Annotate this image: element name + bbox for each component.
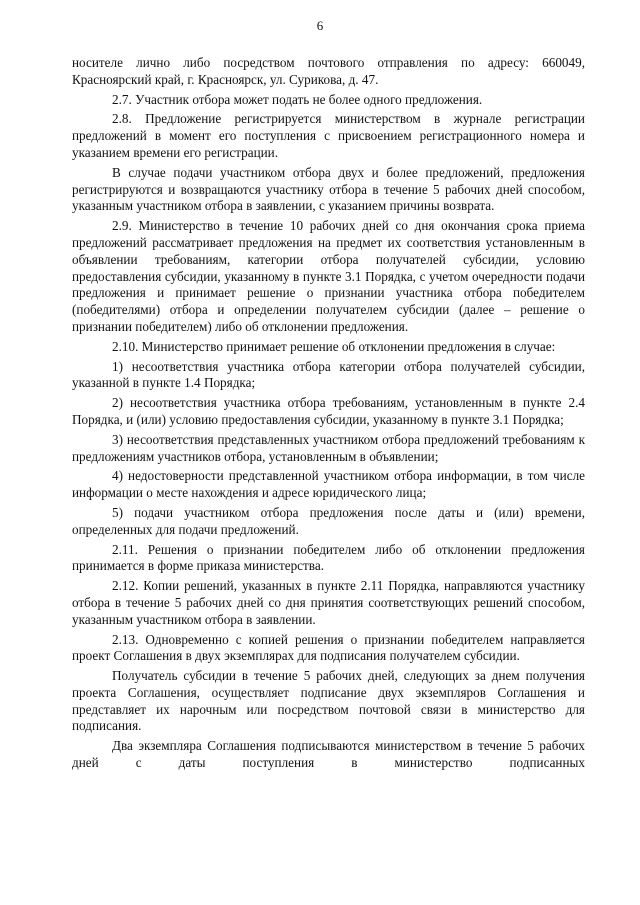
paragraph: 2.8. Предложение регистрируется министерством в журнале регистрации предложений в момент его поступления с присвоением регистрационного номера и указанием времени его регистрации. [72,111,585,160]
list-item: 3) несоответствия представленных участником отбора предложений требованиям к предложениям участников отбора, установленным в объявлении; [72,431,585,464]
list-item: 1) несоответствия участника отбора категории отбора получателей субсидии, указанной в пункте 1.4 Порядка; [72,358,585,391]
list-item: 2) несоответствия участника отбора требованиям, установленным в пункте 2.4 Порядка, и (или) условию предоставления субсидии, указанному в пункте 3.1 Порядка; [72,395,585,427]
paragraph: 2.11. Решения о признании победителем либо об отклонении предложения принимается в форме приказа министерства. [72,541,585,574]
paragraph: Получатель субсидии в течение 5 рабочих дней, следующих за днем получения проекта Соглашения, осуществляет подписание двух экземпляров Соглашения и представляет их нарочным или посредством почтовой связи в министерство для подписания. [72,668,585,734]
paragraph: 2.13. Одновременно с копией решения о признании победителем направляется проект Соглашения в двух экземплярах для подписания получателем субсидии. [72,631,585,664]
document-body [72,55,585,775]
paragraph: 2.7. Участник отбора может подать не более одного предложения. [112,91,483,107]
list-item: 4) недостоверности представленной участником отбора информации, в том числе информации о месте нахождения и адресе юридического лица; [72,468,585,501]
page-number: 6 [316,18,324,33]
paragraph: 2.12. Копии решений, указанных в пункте 2.11 Порядка, направляются участнику отбора в течение 5 рабочих дней со дня принятия соответствующих решений способом, указанным участником отбора в заявлении. [72,578,585,627]
paragraph: Два экземпляра Соглашения подписываются министерством в течение 5 рабочих дней с даты поступления в министерство подписанных [72,738,585,771]
paragraph: 2.10. Министерство принимает решение об отклонении предложения в случае: [112,338,556,354]
paragraph: носителе лично либо посредством почтового отправления по адресу: 660049, Красноярский край, г. Красноярск, ул. Сурикова, д. 47. [72,55,585,87]
paragraph: В случае подачи участником отбора двух и более предложений, предложения регистрируются и возвращаются участнику отбора в течение 5 рабочих дней способом, указанным участником отбора в заявлении, с указанием причины возврата. [72,164,585,214]
list-item: 5) подачи участником отбора предложения после даты и (или) времени, определенных для подачи предложений. [72,504,585,537]
paragraph: 2.9. Министерство в течение 10 рабочих дней со дня окончания срока приема предложений рассматривает предложения на предмет их соответствия установленным в объявлении требованиям, категории отбора получателей субсидии, условию предоставления субсидии, указанному в пункте 3.1 Порядка, с учетом очередности подачи предложения и принимает решение о признании участника отбора победителем (победителями) отбора и определении получателем субсидии (далее – решение о признании победителем) либо об отклонении предложения. [72,218,585,334]
